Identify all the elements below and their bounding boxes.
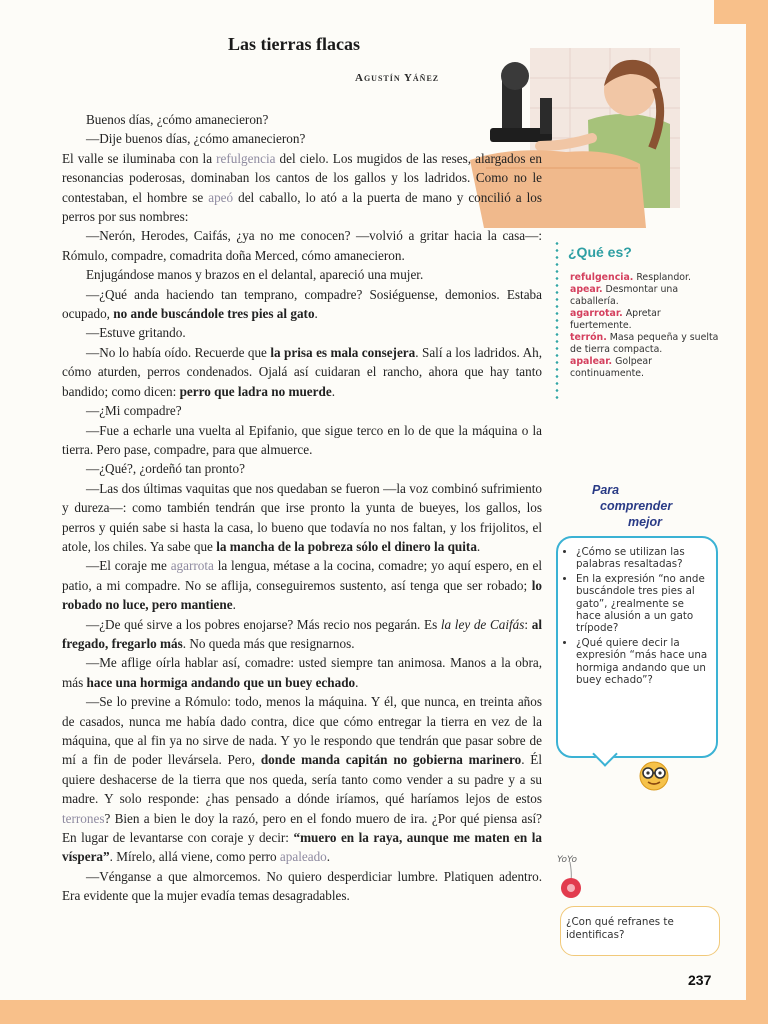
glossary-title: ¿Qué es? [568, 244, 632, 260]
highlighted-word: apaleado [279, 849, 327, 865]
glossary-dotted-line [555, 240, 559, 402]
comprehension-bubble [556, 536, 718, 758]
paragraph: —Fue a echarle una vuelta al Epifanio, que sigue terco en lo de que la máquina o la tierra. Pero pase, compadre, para que almuerce. [62, 422, 542, 457]
paragraph: —El coraje me agarrota la lengua, métase a la cocina, comadre; yo aquí espero, en el patio, a mi compadre. No se aflija, conseguiremos sustento, así tenga que ser robado; lo robado no luce, pero mantiene. [62, 558, 542, 613]
paragraph: —¿De qué sirve a los pobres enojarse? Más recio nos pegarán. Es la ley de Caifás: al fregado, fregarlo más. No queda más que resignarnos. [62, 616, 542, 651]
saying: “muero en la raya, aunque me maten en la víspera” [62, 830, 542, 865]
highlighted-word: agarrota [170, 558, 214, 574]
saying: al fregado, fregarlo más [62, 616, 542, 651]
paragraph: —Me aflige oírla hablar así, comadre: usted siempre tan animosa. Manos a la obra, más hace una hormiga andando que un buey echado. [62, 655, 542, 690]
glossary-item: terrón. Masa pequeña y suelta de tierra compacta. [570, 332, 719, 355]
saying: no ande buscándole tres pies al gato [113, 306, 315, 322]
nerd-emoji-icon [636, 758, 672, 792]
saying-italic: la ley de Caifás [440, 616, 525, 632]
story-body [62, 110, 542, 906]
saying: lo robado no luce, pero mantiene [62, 577, 542, 613]
yoyo-icon [556, 862, 586, 904]
paragraph: El valle se iluminaba con la refulgencia del cielo. Los mugidos de las reses, alargados en resonancias poderosas, dominaban los cantos de los gallos y los ladridos. Como no le contestaban, el hombre se apeó del caballo, lo ató a la puerta de mano y concilió a los perros por sus nombres: [62, 150, 542, 225]
glossary-item: apear. Desmontar una caballería. [570, 284, 679, 307]
paragraph: Enjugándose manos y brazos en el delantal, apareció una mujer. [86, 267, 424, 283]
paragraph: —Las dos últimas vaquitas que nos quedaban se fueron —la voz combinó sufrimiento y dureza—: como también tendrán que irse pronto la yunta de bueyes, los gallos, los perros y quién sabe si hasta la casa, lo bueno que todavía no nos faltan, y los frijolitos, el atole, los chiles. Ya sabe que la mancha de la pobreza sólo el dinero la quita. [62, 480, 542, 554]
top-strip [0, 0, 714, 24]
paragraph: —Estuve gritando. [86, 325, 186, 341]
paragraph: —Se lo previne a Rómulo: todo, menos la máquina. Y él, que nunca, en treinta años de casados, nunca me había dado contra, dice que cómo entregar la tierra en vez de la máquina, que al fin ya no sirve de nada. Y yo le respondo que tendrán que pasar sobre de mí a fin de poder llevársela. Pero, donde manda capitán no gobierna marinero. Él quiere deshacerse de la tierra que nos queda, sería tanto como vender a su padre y a su madre. Y solo responde: ¿has pensado a dónde iríamos, qué haríamos lejos de estos terrones? Bien a bien le doy la razó, pero en el fondo muero de ira. ¿Por qué piensa así? En lugar de levantarse con coraje y decir: “muero en la raya, aunque me maten en la víspera”. Mírelo, allá viene, como perro apaleado. [62, 694, 543, 865]
question-item: • En la expresión “no ande buscándole tres pies al gato”, ¿realmente se hace alusión a un gato trípode? [576, 573, 710, 635]
paragraph: —Dije buenos días, ¿cómo amanecieron? [86, 131, 306, 147]
story-title: Las tierras flacas [228, 34, 360, 54]
glossary-item: apalear. Golpear continuamente. [570, 356, 653, 379]
highlighted-word: apeó [208, 189, 234, 205]
question-item: • ¿Qué quiere decir la expresión “más hace una hormiga andando que un buey echado”? [576, 637, 710, 687]
saying: donde manda capitán no gobierna marinero [260, 752, 522, 768]
paragraph: —¿Mi compadre? [86, 403, 182, 419]
highlighted-word: terrones [62, 810, 105, 826]
saying: hace una hormiga andando que un buey echado [86, 674, 356, 690]
paragraph: —Vénganse a que almorcemos. No quiero desperdiciar lumbre. Platiquen adentro. Era evidente que la mujer evadía temas desagradables. [62, 868, 542, 904]
comprehension-title: Para comprender mejor [592, 483, 673, 529]
story-author: Agustín Yáñez [355, 72, 440, 84]
glossary-item: refulgencia. Resplandor. [570, 272, 691, 283]
paragraph: —Nerón, Herodes, Caifás, ¿ya no me conocen? —volvió a gritar hacia la casa—: Rómulo, compadre, comadrita doña Merced, cómo amanecieron. [62, 228, 542, 263]
yoyo-label: YoYo [557, 855, 578, 865]
question-item: • ¿Cómo se utilizan las palabras resaltadas? [576, 546, 710, 571]
glossary-list [570, 272, 720, 380]
saying: perro que ladra no muerde [179, 383, 332, 399]
glossary-item: agarrotar. Apretar fuertemente. [570, 308, 661, 331]
highlighted-word: refulgencia [216, 150, 276, 166]
page-number: 237 [688, 972, 712, 988]
comprehension-questions [562, 546, 710, 686]
paragraph: —No lo había oído. Recuerde que la prisa es mala consejera. Salí a los ladridos. Ah, cómo aturden, perros condenados. Ojalá así cuidaran el rancho, ahora que hay tanto bandido; como dicen: perro que ladra no muerde. [62, 344, 542, 399]
yoyo-question: ¿Con qué refranes te identificas? [566, 916, 674, 941]
saying: la prisa es mala consejera [270, 344, 416, 360]
paragraph: —¿Qué anda haciendo tan temprano, compadre? Sosiéguense, demonios. Estaba ocupado, no ande buscándole tres pies al gato. [62, 286, 542, 322]
paragraph: —¿Qué?, ¿ordeñó tan pronto? [86, 461, 245, 477]
paragraph: Buenos días, ¿cómo amanecieron? [86, 112, 269, 127]
saying: la mancha de la pobreza sólo el dinero la quita [216, 538, 477, 554]
